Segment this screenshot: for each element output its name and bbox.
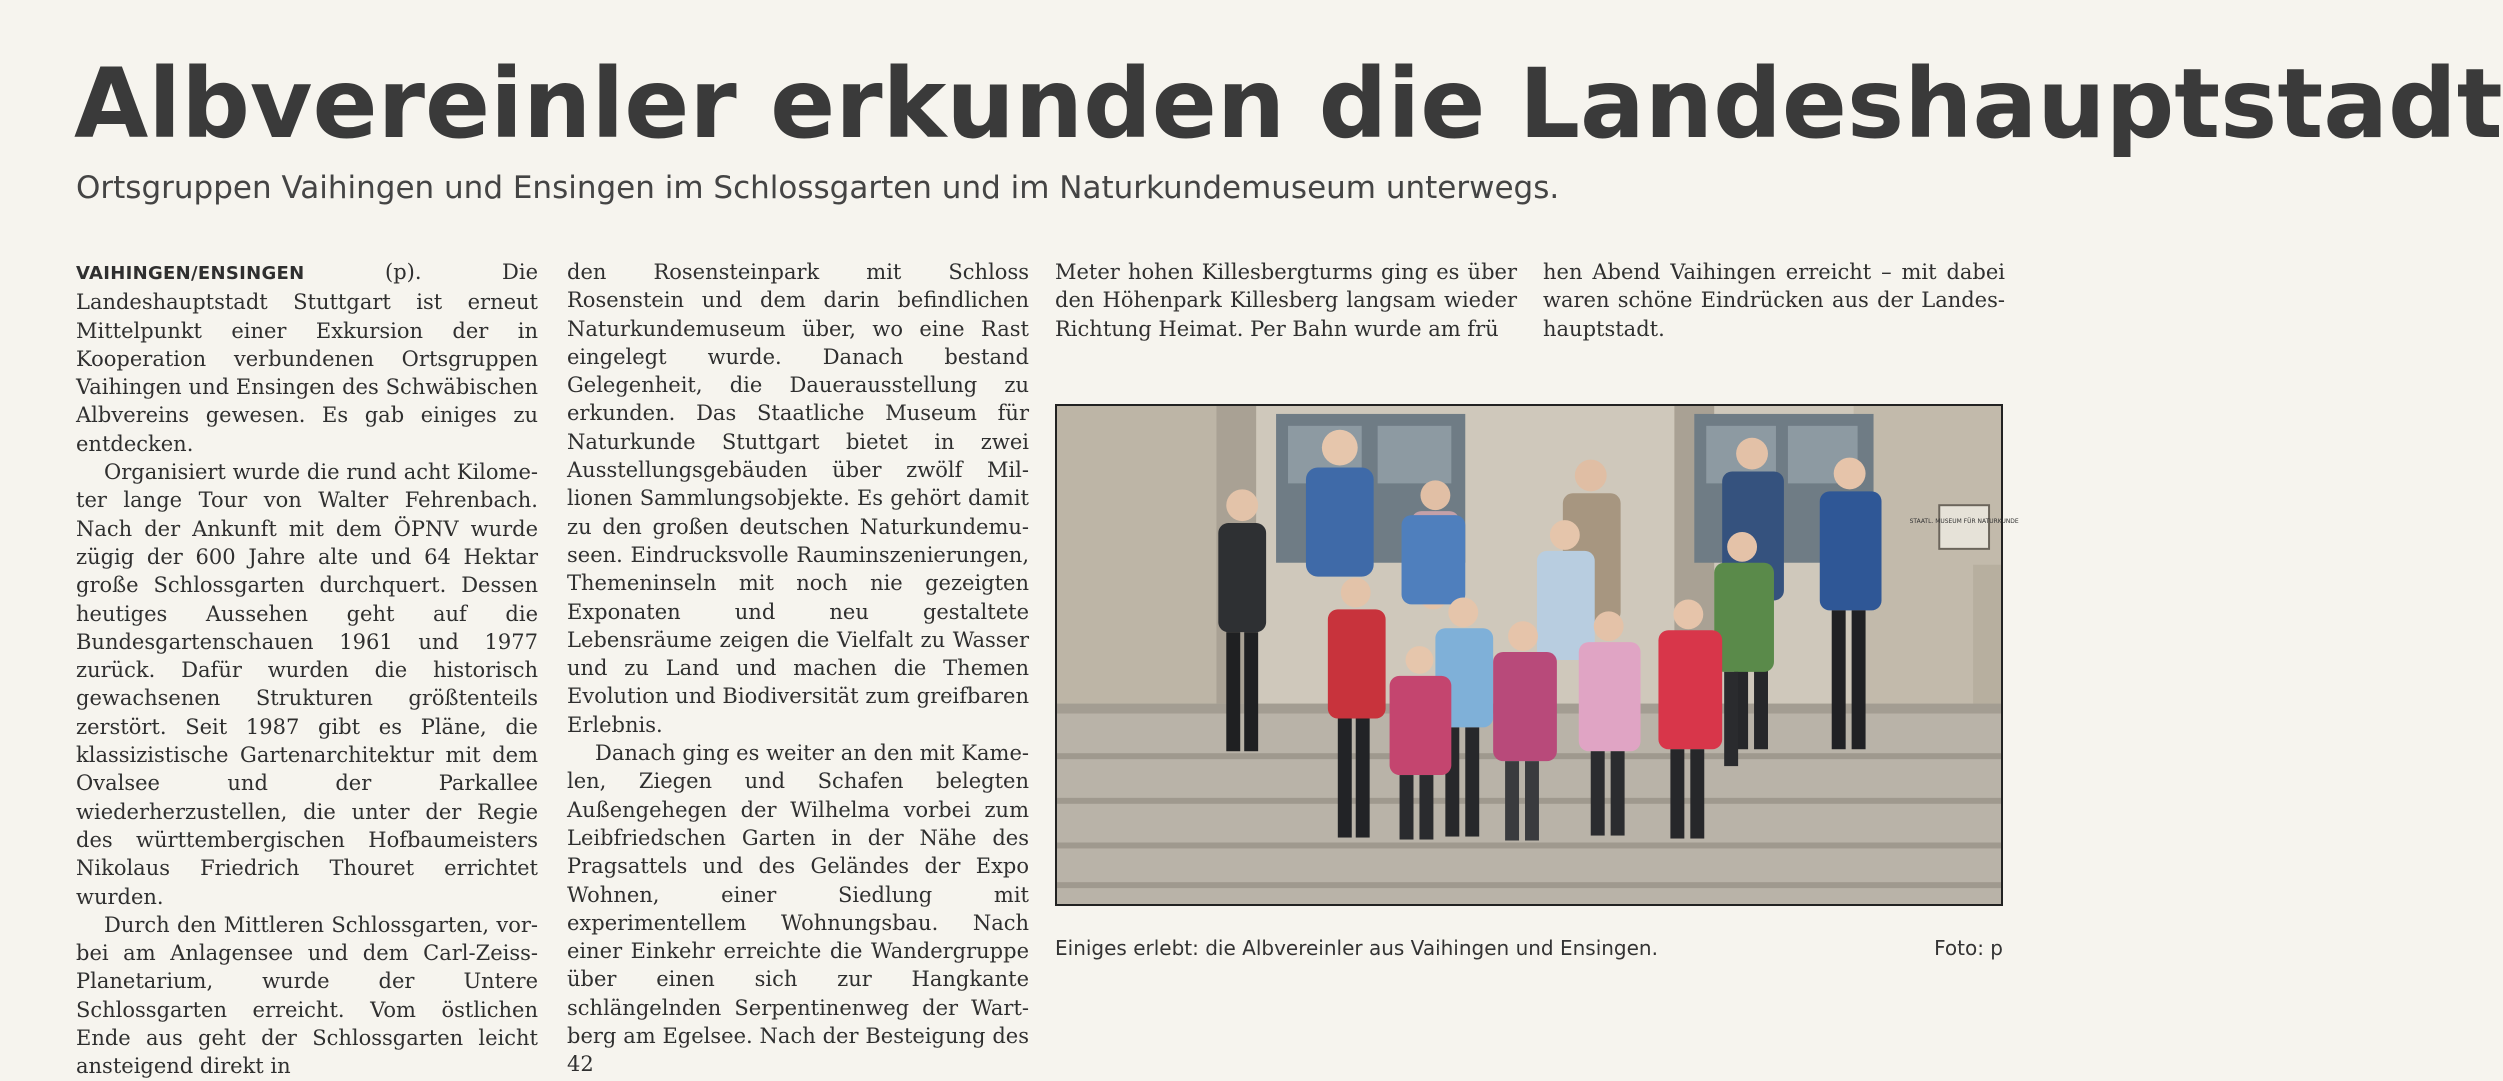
museum-sign: STAATL. MUSEUM FÜR NATURKUNDE xyxy=(1909,518,2019,526)
group-photo xyxy=(1055,404,2019,906)
photo-credit: Foto: p xyxy=(1934,936,2003,960)
paragraph: Organisiert wurde die rund acht Kilometer lange Tour von Walter Fehrenbach. Nach der Ankunft mit dem ÖPNV wurde zügig der 600 Jahre alte und 64 Hektar große Schlossgarten durchquert. Dessen heutiges Aussehen geht auf die Bundesgartenschauen 1961 und 1977 zurück. Dafür wurden die historisch gewachsenen Strukturen größtenteils zerstört. Seit 1987 gibt es Pläne, die klassizistische Gartenarchitektur mit dem Ovalsee und der Parkallee wiederherzustellen, die unter der Regie des württembergischen Hofbaumeisters Nikolaus Friedrich Thouret errichtet wurden. xyxy=(76,460,538,909)
dateline: VAIHINGEN/ENSINGEN xyxy=(76,263,305,284)
paragraph-text: (p). Die Landeshauptstadt Stuttgart ist erneut Mittelpunkt einer Exkursion der in Kooperation verbundenen Ortsgruppen Vaihingen und Ensingen des Schwäbischen Albvereins gewesen. Es gab einiges zu entdecken. xyxy=(76,260,538,456)
paragraph: hen Abend Vaihingen erreicht – mit dabei waren schöne Eindrücken aus der Landeshauptstadt. xyxy=(1543,260,2005,341)
caption-text: Einiges erlebt: die Albvereinler aus Vaihingen und Ensingen. xyxy=(1055,936,1658,960)
article-column-4 xyxy=(1543,258,2005,343)
paragraph: Durch den Mittleren Schlossgarten, vorbei am Anlagensee und dem Carl-Zeiss-Planetarium, wurde der Untere Schlossgarten erreicht. Vom östlichen Ende aus geht der Schlossgarten leicht ansteigend direkt in xyxy=(76,912,538,1079)
article-column-1 xyxy=(76,258,538,1081)
article-subheadline: Ortsgruppen Vaihingen und Ensingen im Schlossgarten und im Naturkundemuseum unterwegs. xyxy=(76,170,1560,206)
paragraph xyxy=(76,258,538,458)
article-column-3 xyxy=(1055,258,1517,343)
paragraph: den Rosensteinpark mit Schloss Rosenstein und dem darin befindlichen Naturkundemuseum über, wo eine Rast eingelegt wurde. Danach bestand Gelegenheit, die Dauerausstellung zu erkunden. Das Staatliche Museum für Naturkunde Stuttgart bietet in zwei Ausstellungsgebäuden über zwölf Millionen Sammlungsobjekte. Es gehört damit zu den großen deutschen Naturkundemuseen. Eindrucksvolle Rauminszenierungen, Themeninseln mit noch nie gezeigten Exponaten und neu gestaltete Lebensräume zeigen die Vielfalt zu Wasser und zu Land und machen die Themen Evolution und Biodiversität zum greifbaren Erlebnis. xyxy=(567,260,1029,737)
article-column-2 xyxy=(567,258,1029,1079)
article-headline: Albvereinler erkunden die Landeshauptstadt xyxy=(74,48,2503,160)
paragraph: Danach ging es weiter an den mit Kamelen, Ziegen und Schafen belegten Außengehegen der Wilhelma vorbei zum Leibfriedschen Garten in der Nähe des Pragsattels und des Geländes der Expo Wohnen, einer Siedlung mit experimentellem Wohnungsbau. Nach einer Einkehr erreichte die Wandergruppe über einen sich zur Hangkante schlängelnden Serpentinenweg der Wartberg am Egelsee. Nach der Besteigung des 42 xyxy=(567,741,1029,1077)
group-photo-illustration xyxy=(1057,406,2019,904)
paragraph: Meter hohen Killesbergturms ging es über den Höhenpark Killesberg langsam wieder Richtung Heimat. Per Bahn wurde am frü xyxy=(1055,260,1517,341)
photo-caption xyxy=(1055,934,2003,962)
